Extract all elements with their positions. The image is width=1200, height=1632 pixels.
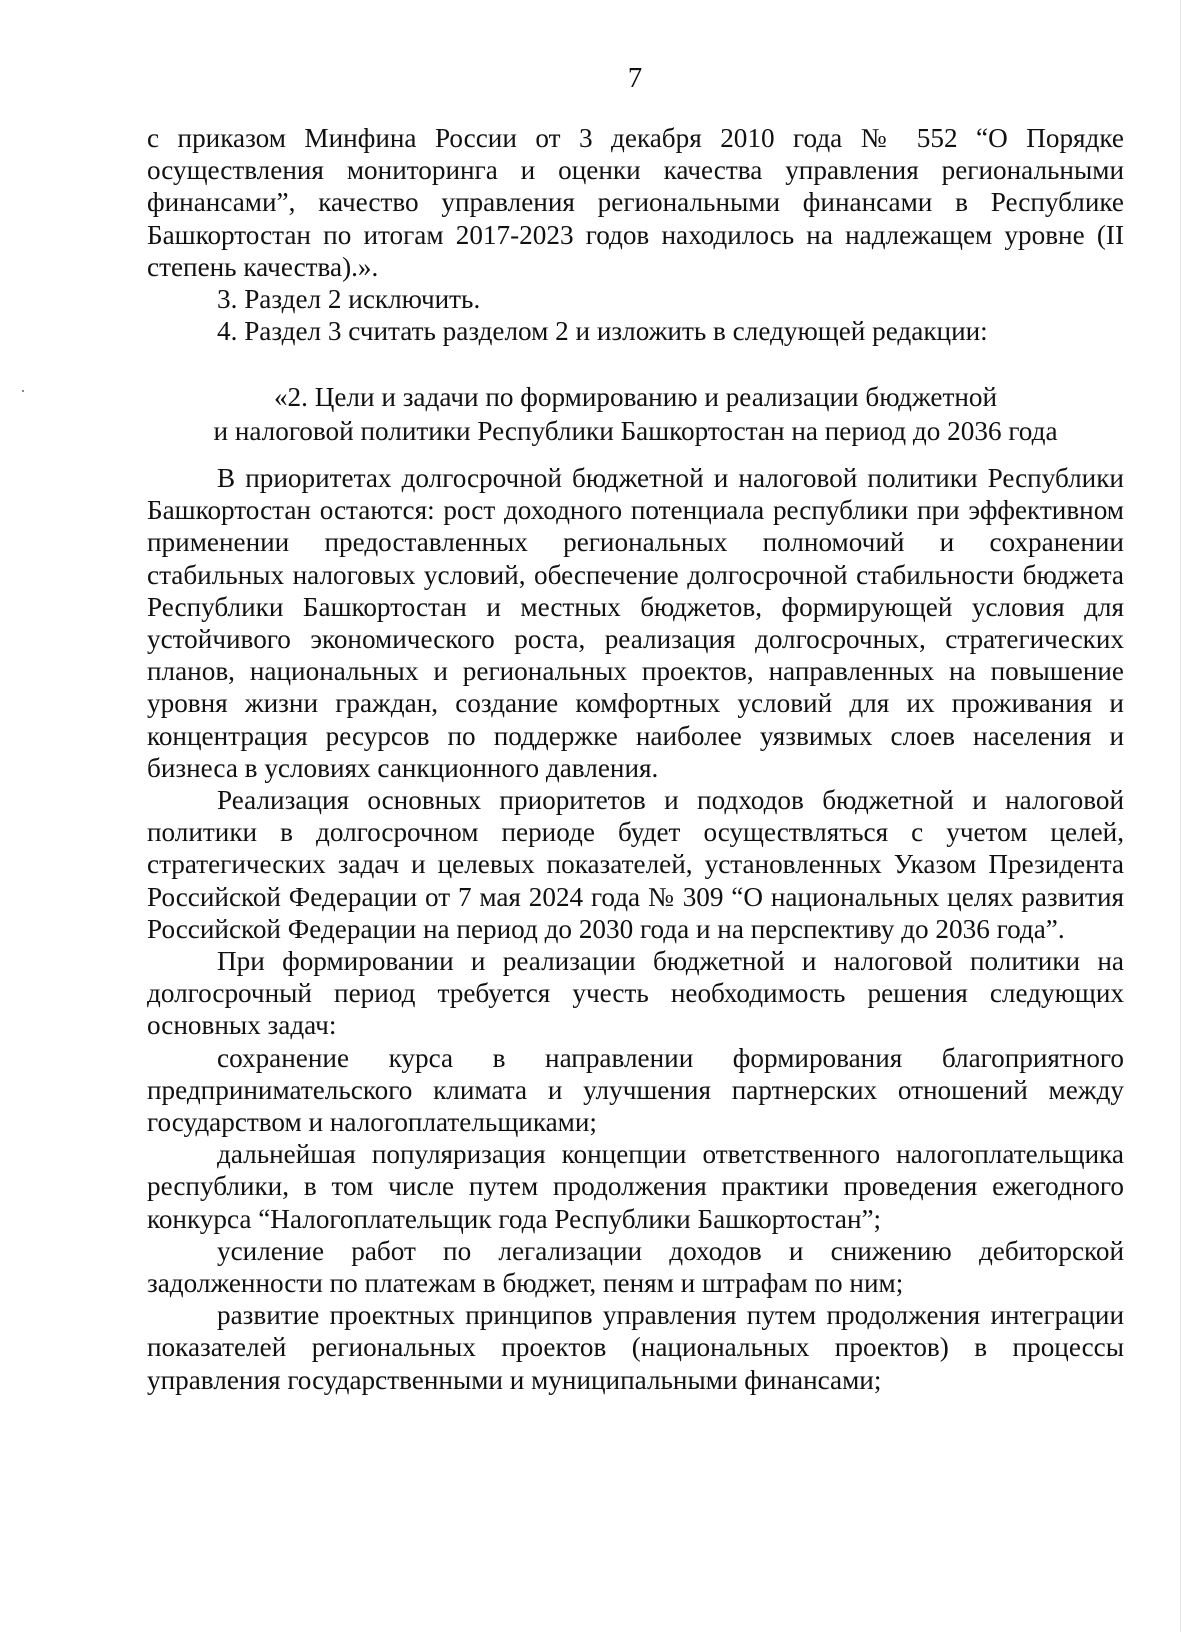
amendment-item-3: 3. Раздел 2 исключить.: [217, 284, 481, 315]
amendment-item-4: 4. Раздел 3 считать разделом 2 и изложить в следующей редакции:: [217, 316, 988, 347]
intro-block: [147, 122, 1124, 347]
body-paragraph-priorities: В приоритетах долгосрочной бюджетной и налоговой политики Республики Башкортостан остаются: рост доходного потенциала республики при эффективном применении предоставленных региональных полномочий и сохранении стабильных налоговых условий, обеспечение долгосрочной стабильности бюджета Республики Башкортостан и местных бюджетов, формирующей условия для устойчивого экономического роста, реализация долгосрочных, стратегических планов, национальных и региональных проектов, направленных на повышение уровня жизни граждан, создание комфортных условий для их проживания и концентрация ресурсов по поддержке наиболее уязвимых слоев населения и бизнеса в условиях санкционного давления.: [147, 463, 1124, 783]
body-paragraph-tasks-intro: При формировании и реализации бюджетной и налоговой политики на долгосрочный период требуется учесть необходимость решения следующих основных задач:: [147, 946, 1124, 1041]
section-heading-line-2: и налоговой политики Республики Башкортостан на период до 2036 года: [213, 416, 1058, 446]
page-number: 7: [627, 62, 643, 94]
task-item-project-principles: развитие проектных принципов управления путем продолжения интеграции показателей региональных проектов (национальных проектов) в процессы управления государственными и муниципальными финансами;: [147, 1300, 1124, 1395]
body-paragraph-implementation: Реализация основных приоритетов и подходов бюджетной и налоговой политики в долгосрочном периоде будет осуществляться с учетом целей, стратегических задач и целевых показателей, установленных Указом Президента Российской Федерации от 7 мая 2024 года № 309 “О национальных целях развития Российской Федерации на период до 2030 года и на перспективу до 2036 года”.: [147, 785, 1124, 944]
task-item-climate: сохранение курса в направлении формирования благоприятного предпринимательского климата и улучшения партнерских отношений между государством и налогоплательщиками;: [147, 1042, 1124, 1138]
scan-edge-line: [1180, 0, 1181, 1632]
scan-speck: [22, 390, 24, 392]
body-block: [147, 462, 1124, 1396]
intro-paragraph: с приказом Минфина России от 3 декабря 2010 года № 552 “О Порядке осуществления мониторинга и оценки качества управления региональными финансами”, качество управления региональными финансами в Республике Башкортостан по итогам 2017-2023 годов находилось на надлежащем уровне (II степень качества).».: [147, 123, 1124, 282]
section-heading: [147, 380, 1124, 448]
task-item-legalization: усиление работ по легализации доходов и снижению дебиторской задолженности по платежам в бюджет, пеням и штрафам по ним;: [147, 1235, 1124, 1299]
section-heading-line-1: «2. Цели и задачи по формированию и реализации бюджетной: [273, 382, 998, 412]
task-item-taxpayer: дальнейшая популяризация концепции ответственного налогоплательщика республики, в том числе путем продолжения практики проведения ежегодного конкурса “Налогоплательщик года Республики Башкортостан”;: [147, 1139, 1124, 1234]
